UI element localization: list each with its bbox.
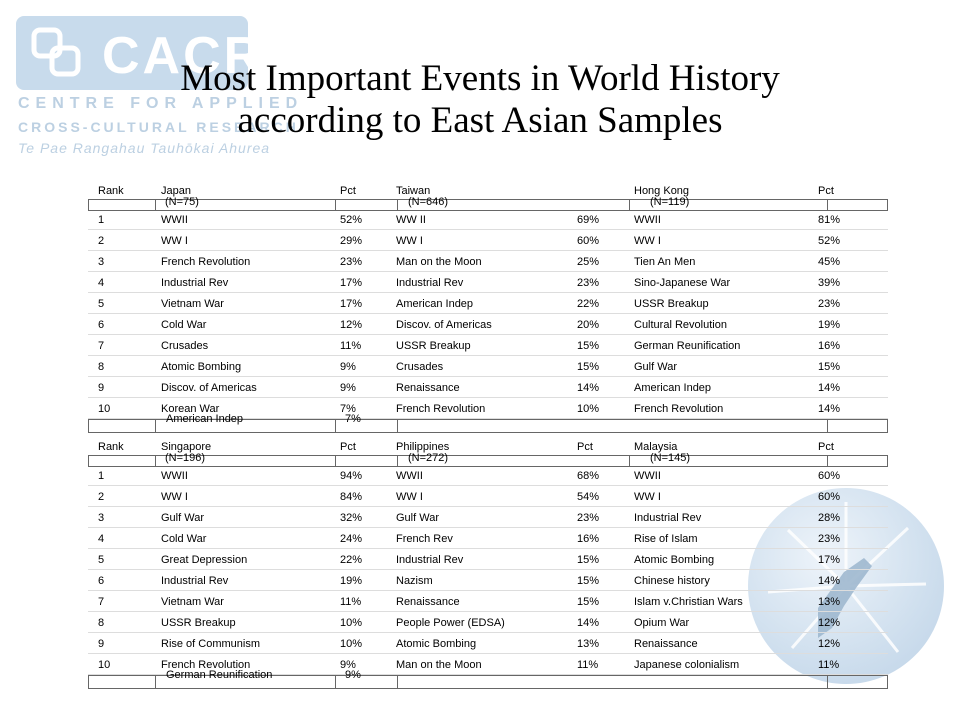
- header-country-3: Malaysia: [634, 441, 678, 453]
- rank-cell: 5: [98, 554, 105, 566]
- event-cell-1: Industrial Rev: [161, 575, 229, 587]
- event-cell-2: WW I: [396, 491, 423, 503]
- rank-cell: 2: [98, 491, 105, 503]
- event-cell-1: Crusades: [161, 340, 209, 352]
- event-cell-3: Sino-Japanese War: [634, 277, 731, 289]
- title-line-1: Most Important Events in World History: [180, 58, 780, 99]
- rank-cell: 10: [98, 403, 111, 415]
- event-cell-1: Korean War: [161, 403, 220, 415]
- rank-cell: 3: [98, 256, 105, 268]
- rank-cell: 10: [98, 659, 111, 671]
- pct-cell-1: 84%: [340, 491, 363, 503]
- pct-cell-2: 13%: [577, 638, 600, 650]
- table-row: [88, 377, 888, 398]
- event-cell-2: Man on the Moon: [396, 256, 482, 268]
- pct-cell-1: 52%: [340, 214, 363, 226]
- event-cell-3: Renaissance: [634, 638, 698, 650]
- event-cell-3: Atomic Bombing: [634, 554, 715, 566]
- table-row: [88, 335, 888, 356]
- pct-cell-3: 17%: [818, 554, 841, 566]
- table-row: [88, 293, 888, 314]
- pct-cell-1: 9%: [340, 361, 356, 373]
- table-row: [88, 486, 888, 507]
- event-cell-2: Renaissance: [396, 596, 460, 608]
- header-country-2: Philippines: [396, 441, 450, 453]
- header-pct-3: Pct: [818, 441, 834, 453]
- rank-cell: 3: [98, 512, 105, 524]
- pct-cell-1: 10%: [340, 617, 363, 629]
- rank-cell: 1: [98, 470, 105, 482]
- event-cell-1: Vietnam War: [161, 298, 224, 310]
- event-cell-3: American Indep: [634, 382, 712, 394]
- event-cell-1: French Revolution: [161, 256, 251, 268]
- pct-cell-1: 12%: [340, 319, 363, 331]
- event-cell-1: Great Depression: [161, 554, 248, 566]
- pct-cell-1: 23%: [340, 256, 363, 268]
- pct-cell-3: 81%: [818, 214, 841, 226]
- header-country-2: Taiwan: [396, 185, 431, 197]
- event-cell-1: Atomic Bombing: [161, 361, 242, 373]
- pct-cell-1: 9%: [340, 659, 356, 671]
- pct-cell-2: 15%: [577, 575, 600, 587]
- event-cell-1: WW I: [161, 235, 188, 247]
- event-cell-3: USSR Breakup: [634, 298, 709, 310]
- pct-cell-3: 60%: [818, 491, 841, 503]
- table-row: [88, 356, 888, 377]
- event-cell-2: Renaissance: [396, 382, 460, 394]
- event-cell-2: WW II: [396, 214, 426, 226]
- pct-cell-2: 54%: [577, 491, 600, 503]
- table-east-asia-2: [88, 441, 888, 689]
- event-cell-2: WW I: [396, 235, 423, 247]
- pct-cell-3: 60%: [818, 470, 841, 482]
- pct-cell-3: 28%: [818, 512, 841, 524]
- header-country-3: Hong Kong: [634, 185, 690, 197]
- pct-cell-1: 10%: [340, 638, 363, 650]
- pct-cell-1: 9%: [340, 382, 356, 394]
- rank-cell: 5: [98, 298, 105, 310]
- pct-cell-3: 15%: [818, 361, 841, 373]
- pct-cell-1: 11%: [340, 596, 362, 608]
- event-cell-2: Gulf War: [396, 512, 439, 524]
- table-row: [88, 591, 888, 612]
- table-row: [88, 314, 888, 335]
- rank-cell: 8: [98, 617, 105, 629]
- header-country-1: Singapore: [161, 441, 212, 453]
- table-header: [88, 441, 888, 465]
- pct-cell-1: 11%: [340, 340, 362, 352]
- event-cell-3: Islam v.Christian Wars: [634, 596, 743, 608]
- table-row: [88, 528, 888, 549]
- pct-cell-2: 25%: [577, 256, 600, 268]
- event-cell-1: Vietnam War: [161, 596, 224, 608]
- event-cell-1: USSR Breakup: [161, 617, 236, 629]
- pct-cell-3: 11%: [818, 659, 840, 671]
- pct-cell-1: 7%: [340, 403, 356, 415]
- extra-event: German Reunification: [166, 669, 273, 681]
- table-body: [88, 209, 888, 419]
- pct-cell-3: 14%: [818, 403, 841, 415]
- pct-cell-3: 13%: [818, 596, 841, 608]
- pct-cell-2: 14%: [577, 617, 600, 629]
- table-footer-row: [88, 669, 888, 689]
- rank-cell: 7: [98, 340, 105, 352]
- sample-size-2: (N=272): [408, 452, 449, 464]
- event-cell-2: WWII: [396, 470, 423, 482]
- event-cell-3: Chinese history: [634, 575, 710, 587]
- event-cell-1: WWII: [161, 470, 188, 482]
- sample-size-2: (N=646): [408, 196, 449, 208]
- pct-cell-3: 14%: [818, 382, 841, 394]
- logo-name: CACR: [102, 27, 265, 85]
- rank-cell: 2: [98, 235, 105, 247]
- event-cell-1: Rise of Communism: [161, 638, 261, 650]
- pct-cell-1: 94%: [340, 470, 363, 482]
- table-row: [88, 272, 888, 293]
- pct-cell-3: 12%: [818, 617, 841, 629]
- table-row: [88, 612, 888, 633]
- event-cell-3: Opium War: [634, 617, 690, 629]
- rank-cell: 6: [98, 319, 105, 331]
- event-cell-1: Discov. of Americas: [161, 382, 257, 394]
- logo-line-2: CROSS-CULTURAL RESEARCH: [18, 119, 299, 135]
- pct-cell-2: 15%: [577, 596, 600, 608]
- pct-cell-1: 24%: [340, 533, 363, 545]
- header-pct-2: Pct: [577, 441, 593, 453]
- pct-cell-2: 10%: [577, 403, 600, 415]
- event-cell-2: Crusades: [396, 361, 444, 373]
- event-cell-3: WW I: [634, 491, 661, 503]
- table-header: [88, 185, 888, 209]
- event-cell-2: French Revolution: [396, 403, 486, 415]
- pct-cell-2: 69%: [577, 214, 600, 226]
- event-cell-2: Industrial Rev: [396, 277, 464, 289]
- pct-cell-2: 22%: [577, 298, 600, 310]
- event-cell-3: Tien An Men: [634, 256, 696, 268]
- pct-cell-2: 60%: [577, 235, 600, 247]
- event-cell-2: People Power (EDSA): [396, 617, 505, 629]
- rank-cell: 9: [98, 382, 105, 394]
- pct-cell-3: 23%: [818, 533, 841, 545]
- table-row: [88, 209, 888, 230]
- header-pct-1: Pct: [340, 185, 356, 197]
- extra-event: American Indep: [166, 413, 244, 425]
- event-cell-2: Nazism: [396, 575, 433, 587]
- event-cell-3: Industrial Rev: [634, 512, 702, 524]
- rank-cell: 1: [98, 214, 105, 226]
- event-cell-1: Cold War: [161, 319, 207, 331]
- pct-cell-1: 17%: [340, 277, 363, 289]
- pct-cell-3: 16%: [818, 340, 841, 352]
- pct-cell-2: 14%: [577, 382, 600, 394]
- logo-line-1: CENTRE FOR APPLIED: [18, 95, 304, 112]
- pct-cell-2: 11%: [577, 659, 599, 671]
- sample-size-1: (N=75): [165, 196, 199, 208]
- event-cell-3: WWII: [634, 214, 661, 226]
- event-cell-3: Gulf War: [634, 361, 677, 373]
- event-cell-3: WWII: [634, 470, 661, 482]
- event-cell-1: French Revolution: [161, 659, 251, 671]
- pct-cell-2: 23%: [577, 277, 600, 289]
- pct-cell-2: 68%: [577, 470, 600, 482]
- event-cell-2: Man on the Moon: [396, 659, 482, 671]
- pct-cell-1: 17%: [340, 298, 363, 310]
- event-cell-3: Japanese colonialism: [634, 659, 740, 671]
- event-cell-3: German Reunification: [634, 340, 741, 352]
- table-row: [88, 570, 888, 591]
- table-row: [88, 251, 888, 272]
- pct-cell-1: 19%: [340, 575, 363, 587]
- header-rank: Rank: [98, 441, 124, 453]
- event-cell-1: Cold War: [161, 533, 207, 545]
- header-rank: Rank: [98, 185, 124, 197]
- header-country-1: Japan: [161, 185, 191, 197]
- pct-cell-3: 39%: [818, 277, 841, 289]
- pct-cell-3: 19%: [818, 319, 841, 331]
- event-cell-2: French Rev: [396, 533, 453, 545]
- event-cell-3: French Revolution: [634, 403, 724, 415]
- table-east-asia-1: [88, 185, 888, 433]
- rank-cell: 6: [98, 575, 105, 587]
- event-cell-2: American Indep: [396, 298, 474, 310]
- pct-cell-2: 15%: [577, 554, 600, 566]
- table-row: [88, 633, 888, 654]
- table-row: [88, 230, 888, 251]
- header-pct-1: Pct: [340, 441, 356, 453]
- pct-cell-2: 15%: [577, 340, 600, 352]
- header-pct-3: Pct: [818, 185, 834, 197]
- event-cell-2: USSR Breakup: [396, 340, 471, 352]
- sample-size-1: (N=196): [165, 452, 206, 464]
- pct-cell-3: 12%: [818, 638, 841, 650]
- event-cell-2: Industrial Rev: [396, 554, 464, 566]
- table-body: [88, 465, 888, 675]
- table-row: [88, 507, 888, 528]
- pct-cell-2: 23%: [577, 512, 600, 524]
- event-cell-3: WW I: [634, 235, 661, 247]
- rank-cell: 4: [98, 533, 105, 545]
- table-row: [88, 465, 888, 486]
- table-footer-row: [88, 413, 888, 433]
- event-cell-1: WWII: [161, 214, 188, 226]
- rank-cell: 7: [98, 596, 105, 608]
- sample-size-3: (N=119): [650, 196, 690, 208]
- rank-cell: 4: [98, 277, 105, 289]
- event-cell-3: Rise of Islam: [634, 533, 698, 545]
- event-cell-3: Cultural Revolution: [634, 319, 727, 331]
- sample-size-3: (N=145): [650, 452, 691, 464]
- pct-cell-2: 15%: [577, 361, 600, 373]
- title-line-2: according to East Asian Samples: [237, 100, 723, 141]
- event-cell-1: WW I: [161, 491, 188, 503]
- pct-cell-3: 45%: [818, 256, 841, 268]
- event-cell-2: Discov. of Americas: [396, 319, 492, 331]
- event-cell-1: Gulf War: [161, 512, 204, 524]
- page-title: [0, 58, 960, 142]
- event-cell-2: Atomic Bombing: [396, 638, 477, 650]
- pct-cell-1: 22%: [340, 554, 363, 566]
- logo-line-3: Te Pae Rangahau Tauhōkai Ahurea: [18, 140, 271, 156]
- table-row: [88, 549, 888, 570]
- extra-pct: 9%: [345, 669, 361, 681]
- pct-cell-2: 16%: [577, 533, 600, 545]
- event-cell-1: Industrial Rev: [161, 277, 229, 289]
- pct-cell-3: 52%: [818, 235, 841, 247]
- rank-cell: 8: [98, 361, 105, 373]
- rank-cell: 9: [98, 638, 105, 650]
- pct-cell-2: 20%: [577, 319, 600, 331]
- pct-cell-1: 29%: [340, 235, 363, 247]
- extra-pct: 7%: [345, 413, 361, 425]
- pct-cell-3: 23%: [818, 298, 841, 310]
- pct-cell-3: 14%: [818, 575, 841, 587]
- pct-cell-1: 32%: [340, 512, 363, 524]
